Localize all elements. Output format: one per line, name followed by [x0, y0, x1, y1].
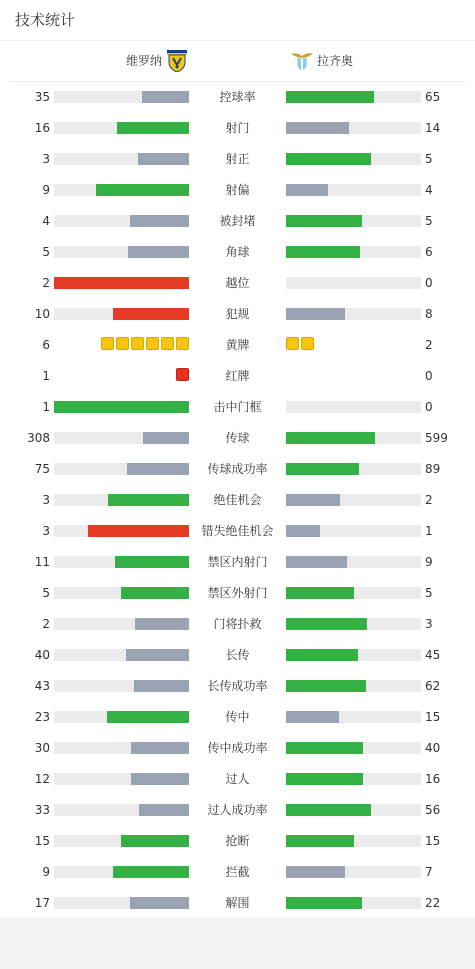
stat-row [0, 733, 475, 764]
home-stat-value: 2 [42, 617, 50, 631]
home-stat-value: 9 [42, 865, 50, 879]
home-stat-bar [54, 432, 189, 444]
home-stat-value: 308 [27, 431, 50, 445]
home-stat-value: 9 [42, 183, 50, 197]
home-stat-bar [54, 711, 189, 723]
away-stat-bar [286, 184, 421, 196]
stat-row [0, 888, 475, 919]
away-stat-bar [286, 122, 421, 134]
away-stat-value: 9 [425, 555, 433, 569]
away-stat-value: 56 [425, 803, 441, 817]
away-stat-bar [286, 773, 421, 785]
away-stat-value: 4 [425, 183, 433, 197]
away-stat-value: 5 [425, 214, 433, 228]
away-stat-value: 40 [425, 741, 441, 755]
away-stat-value: 5 [425, 586, 433, 600]
away-stat-bar [286, 804, 421, 816]
stat-label: 抢断 [225, 834, 250, 848]
hellas-verona-crest-icon [166, 50, 188, 72]
stat-label: 传球成功率 [207, 462, 268, 476]
stat-label: 传中成功率 [207, 741, 268, 755]
stat-label: 射偏 [225, 183, 250, 197]
away-stat-bar-fill [286, 215, 362, 227]
stat-row [0, 454, 475, 485]
home-stat-value: 5 [42, 245, 50, 259]
home-stat-bar-fill [135, 618, 189, 630]
home-stat-bar [54, 184, 189, 196]
home-stat-bar [54, 122, 189, 134]
away-stat-bar-fill [286, 804, 371, 816]
home-cards [176, 368, 189, 381]
stat-label: 长传成功率 [207, 679, 268, 693]
away-stat-bar [286, 153, 421, 165]
home-stat-bar [54, 463, 189, 475]
home-stat-bar [54, 773, 189, 785]
home-stat-value: 4 [42, 214, 50, 228]
home-stat-value: 75 [34, 462, 50, 476]
away-stat-bar-fill [286, 773, 363, 785]
home-stat-bar [54, 277, 189, 289]
away-stat-value: 5 [425, 152, 433, 166]
home-stat-value: 11 [34, 555, 50, 569]
home-stat-bar-fill [127, 463, 189, 475]
stat-row [0, 516, 475, 547]
home-stat-bar-fill [131, 773, 189, 785]
yellow-card-icon [116, 337, 129, 350]
home-stat-bar [54, 649, 189, 661]
away-stat-bar-fill [286, 184, 328, 196]
away-stat-bar [286, 618, 421, 630]
away-stat-bar-fill [286, 649, 358, 661]
stat-label: 过人 [225, 772, 250, 786]
stat-row [0, 826, 475, 857]
home-stat-value: 12 [34, 772, 50, 786]
stat-label: 角球 [225, 245, 250, 259]
stat-label: 拦截 [225, 865, 250, 879]
stat-row [0, 330, 475, 361]
home-stat-bar-fill [128, 246, 189, 258]
away-stat-value: 2 [425, 493, 433, 507]
home-stat-bar-fill [131, 742, 189, 754]
stat-row [0, 392, 475, 423]
home-stat-bar-fill [54, 401, 189, 413]
home-stat-bar-fill [113, 308, 189, 320]
away-stat-bar [286, 556, 421, 568]
away-stat-value: 6 [425, 245, 433, 259]
away-stat-bar [286, 525, 421, 537]
away-stat-bar-fill [286, 618, 367, 630]
stat-row [0, 299, 475, 330]
away-stat-value: 3 [425, 617, 433, 631]
home-stat-bar [54, 153, 189, 165]
home-stat-value: 33 [34, 803, 50, 817]
stat-label: 传球 [225, 431, 250, 445]
away-stat-bar [286, 649, 421, 661]
home-stat-bar [54, 401, 189, 413]
stat-row [0, 361, 475, 392]
home-stat-value: 5 [42, 586, 50, 600]
away-stat-value: 16 [425, 772, 441, 786]
away-stat-bar [286, 835, 421, 847]
away-stat-value: 22 [425, 896, 441, 910]
away-stat-value: 7 [425, 865, 433, 879]
home-stat-bar [54, 525, 189, 537]
away-stat-bar-fill [286, 556, 347, 568]
stat-row [0, 206, 475, 237]
home-stat-value: 43 [34, 679, 50, 693]
away-stat-bar-fill [286, 308, 345, 320]
home-stat-bar [54, 308, 189, 320]
stat-label: 射正 [225, 152, 250, 166]
home-cards [101, 337, 189, 350]
title-divider [0, 40, 475, 41]
stat-label: 门将扑救 [213, 617, 262, 631]
away-stat-bar-fill [286, 866, 345, 878]
home-stat-value: 3 [42, 493, 50, 507]
stat-label: 击中门框 [213, 400, 262, 414]
home-stat-bar [54, 680, 189, 692]
stat-row [0, 485, 475, 516]
away-stat-bar-fill [286, 153, 371, 165]
stat-row [0, 237, 475, 268]
home-stat-bar-fill [107, 711, 189, 723]
stat-label: 解围 [225, 896, 250, 910]
away-stat-bar [286, 277, 421, 289]
home-stat-bar-fill [126, 649, 189, 661]
home-stat-bar-fill [115, 556, 189, 568]
home-stat-bar-fill [138, 153, 189, 165]
home-stat-bar-fill [54, 277, 189, 289]
home-stat-value: 35 [34, 90, 50, 104]
home-stat-bar [54, 556, 189, 568]
away-stat-bar [286, 680, 421, 692]
home-stat-bar-fill [130, 897, 189, 909]
home-stat-value: 15 [34, 834, 50, 848]
section-title: 技术统计 [15, 11, 76, 29]
home-stat-bar-fill [121, 587, 189, 599]
stat-row [0, 113, 475, 144]
home-stat-bar [54, 587, 189, 599]
home-stat-bar-fill [139, 804, 189, 816]
away-stat-bar-fill [286, 463, 359, 475]
stat-label: 控球率 [219, 90, 256, 104]
away-stat-value: 65 [425, 90, 441, 104]
away-stat-bar [286, 711, 421, 723]
home-stat-value: 10 [34, 307, 50, 321]
home-stat-bar-fill [113, 866, 189, 878]
away-stat-bar-fill [286, 742, 363, 754]
home-stat-value: 2 [42, 276, 50, 290]
home-stat-bar-fill [108, 494, 189, 506]
away-stat-value: 8 [425, 307, 433, 321]
home-stat-bar-fill [134, 680, 189, 692]
home-stat-bar [54, 897, 189, 909]
away-stat-value: 45 [425, 648, 441, 662]
away-team-header [291, 50, 353, 72]
home-stat-bar-fill [88, 525, 189, 537]
stat-row [0, 268, 475, 299]
away-stat-bar [286, 246, 421, 258]
stat-label: 射门 [225, 121, 250, 135]
red-card-icon [176, 368, 189, 381]
away-stat-bar [286, 897, 421, 909]
yellow-card-icon [101, 337, 114, 350]
away-stat-bar [286, 742, 421, 754]
stat-label: 长传 [225, 648, 250, 662]
home-team-name: 维罗纳 [126, 54, 163, 68]
home-stat-bar [54, 215, 189, 227]
away-stat-bar [286, 866, 421, 878]
home-stat-value: 1 [42, 369, 50, 383]
stat-label: 越位 [225, 276, 250, 290]
stat-label: 错失绝佳机会 [201, 524, 274, 538]
home-stat-bar-fill [117, 122, 189, 134]
away-stat-bar-fill [286, 494, 340, 506]
away-stat-bar-fill [286, 246, 360, 258]
home-stat-bar [54, 91, 189, 103]
stat-row [0, 547, 475, 578]
home-stat-bar [54, 494, 189, 506]
away-team-name: 拉齐奥 [317, 54, 354, 68]
home-stat-value: 17 [34, 896, 50, 910]
stats-list [0, 82, 475, 919]
away-stat-value: 599 [425, 431, 448, 445]
home-stat-value: 16 [34, 121, 50, 135]
away-stat-bar-fill [286, 525, 320, 537]
lazio-eagle-crest-icon [291, 50, 313, 72]
home-stat-value: 40 [34, 648, 50, 662]
stat-row [0, 764, 475, 795]
away-stat-bar [286, 401, 421, 413]
away-stat-value: 15 [425, 834, 441, 848]
stat-label: 传中 [225, 710, 250, 724]
home-stat-value: 23 [34, 710, 50, 724]
away-stat-bar [286, 494, 421, 506]
stat-row [0, 702, 475, 733]
stat-row [0, 82, 475, 113]
stat-label: 黄牌 [225, 338, 250, 352]
stat-label: 被封堵 [219, 214, 256, 228]
yellow-card-icon [146, 337, 159, 350]
stat-label: 禁区外射门 [207, 586, 268, 600]
away-stat-value: 62 [425, 679, 441, 693]
home-stat-bar [54, 835, 189, 847]
away-stat-bar-fill [286, 122, 349, 134]
home-stat-bar [54, 618, 189, 630]
stat-row [0, 423, 475, 454]
home-stat-value: 6 [42, 338, 50, 352]
home-stat-bar-fill [142, 91, 189, 103]
yellow-card-icon [301, 337, 314, 350]
away-stat-value: 14 [425, 121, 441, 135]
yellow-card-icon [161, 337, 174, 350]
home-stat-value: 3 [42, 524, 50, 538]
yellow-card-icon [176, 337, 189, 350]
home-team-header [126, 50, 188, 72]
away-stat-bar [286, 308, 421, 320]
home-stat-bar-fill [143, 432, 189, 444]
home-stat-bar [54, 742, 189, 754]
stat-label: 过人成功率 [207, 803, 268, 817]
home-stat-value: 30 [34, 741, 50, 755]
home-stat-bar [54, 246, 189, 258]
away-stat-value: 89 [425, 462, 441, 476]
stat-row [0, 175, 475, 206]
away-cards [286, 337, 314, 350]
home-stat-bar [54, 804, 189, 816]
stat-row [0, 640, 475, 671]
away-stat-bar-fill [286, 91, 374, 103]
away-stat-value: 15 [425, 710, 441, 724]
away-stat-bar [286, 463, 421, 475]
yellow-card-icon [131, 337, 144, 350]
stat-label: 绝佳机会 [213, 493, 262, 507]
stat-row [0, 795, 475, 826]
stat-row [0, 857, 475, 888]
away-stat-bar-fill [286, 835, 354, 847]
stat-row [0, 144, 475, 175]
away-stat-value: 1 [425, 524, 433, 538]
home-stat-bar-fill [96, 184, 189, 196]
away-stat-bar-fill [286, 897, 362, 909]
stat-row [0, 609, 475, 640]
away-stat-value: 0 [425, 400, 433, 414]
home-stat-bar-fill [121, 835, 189, 847]
stat-label: 犯规 [225, 307, 250, 321]
home-stat-bar [54, 866, 189, 878]
away-stat-value: 0 [425, 276, 433, 290]
away-stat-value: 2 [425, 338, 433, 352]
stat-label: 禁区内射门 [207, 555, 268, 569]
away-stat-bar [286, 587, 421, 599]
stat-row [0, 671, 475, 702]
yellow-card-icon [286, 337, 299, 350]
home-stat-value: 3 [42, 152, 50, 166]
away-stat-bar [286, 215, 421, 227]
away-stat-bar-fill [286, 711, 339, 723]
stat-label: 红牌 [225, 369, 250, 383]
away-stat-bar-fill [286, 680, 366, 692]
stat-row [0, 578, 475, 609]
home-stat-bar-fill [130, 215, 189, 227]
away-stat-bar-fill [286, 432, 375, 444]
home-stat-value: 1 [42, 400, 50, 414]
away-stat-bar [286, 91, 421, 103]
away-stat-value: 0 [425, 369, 433, 383]
away-stat-bar-fill [286, 587, 354, 599]
away-stat-bar [286, 432, 421, 444]
